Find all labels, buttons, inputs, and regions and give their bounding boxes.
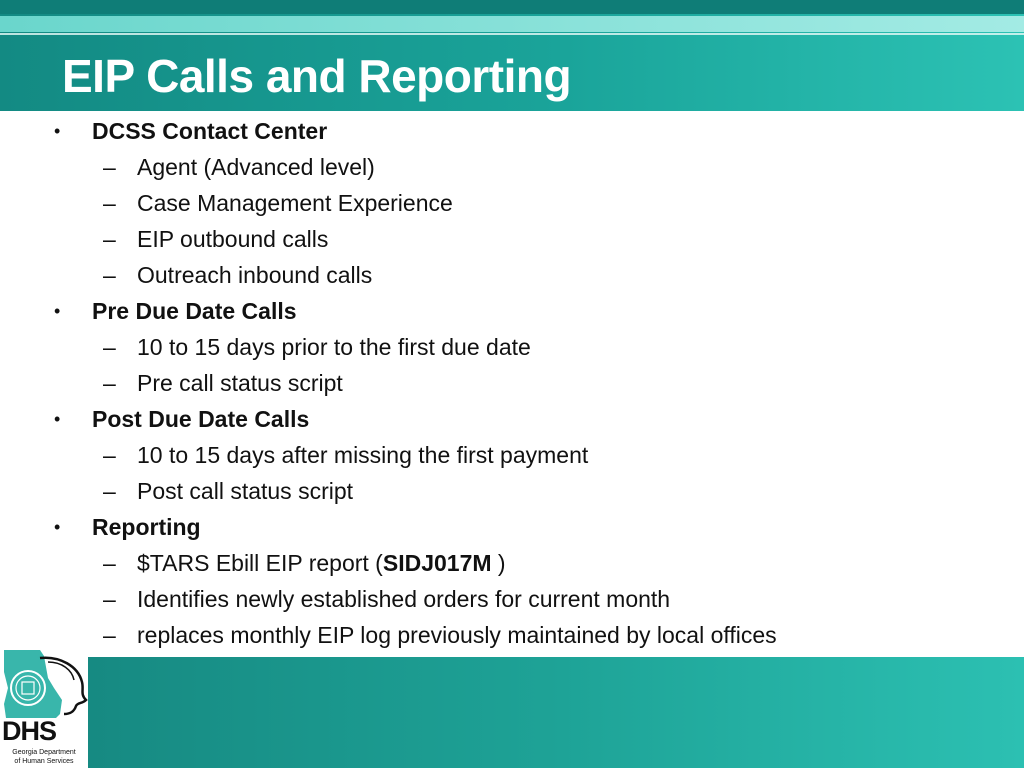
bullet-text: DCSS Contact Center <box>92 118 328 144</box>
sub-bullet-text: Post call status script <box>137 478 354 504</box>
sub-bullet-text: Pre call status script <box>137 370 343 396</box>
dash-marker: – <box>103 370 116 396</box>
report-prefix: $TARS Ebill EIP report ( <box>137 550 383 576</box>
dash-marker: – <box>103 226 116 252</box>
sub-bullet-text: Case Management Experience <box>137 190 453 216</box>
header-stripe-dark <box>0 0 1024 14</box>
dash-marker: – <box>103 154 116 180</box>
dash-marker: – <box>103 550 116 576</box>
logo-org-line1: Georgia Department <box>12 749 76 756</box>
report-code: SIDJ017M <box>382 550 492 576</box>
dash-marker: – <box>103 586 116 612</box>
bullet-marker: • <box>54 121 61 141</box>
report-suffix: ) <box>491 550 506 576</box>
sub-bullet-text: 10 to 15 days after missing the first payment <box>137 442 589 468</box>
bullet-marker: • <box>54 301 61 321</box>
sub-bullet-text: Agent (Advanced level) <box>137 154 375 180</box>
sub-bullet-text-report <box>137 545 506 581</box>
dash-marker: – <box>103 622 116 648</box>
bullet-text: Post Due Date Calls <box>92 406 310 432</box>
header-stripe-light <box>0 16 1024 32</box>
bullet-marker: • <box>54 517 61 537</box>
sub-bullet-text: replaces monthly EIP log previously maintained by local offices <box>137 622 777 648</box>
footer-band <box>0 657 1024 768</box>
slide-title: EIP Calls and Reporting <box>62 50 572 102</box>
sub-bullet-text: 10 to 15 days prior to the first due date <box>137 334 531 360</box>
dash-marker: – <box>103 442 116 468</box>
dash-marker: – <box>103 190 116 216</box>
logo-acronym: DHS <box>2 716 57 746</box>
sub-bullet-text: Identifies newly established orders for current month <box>137 586 671 612</box>
sub-bullet-text: EIP outbound calls <box>137 226 329 252</box>
sub-bullet-text: Outreach inbound calls <box>137 262 373 288</box>
dash-marker: – <box>103 478 116 504</box>
bullet-text: Pre Due Date Calls <box>92 298 297 324</box>
dash-marker: – <box>103 334 116 360</box>
header-stripe-thin <box>0 33 1024 35</box>
dash-marker: – <box>103 262 116 288</box>
header-band <box>0 0 1024 111</box>
logo-org-line2: of Human Services <box>14 758 74 765</box>
bullet-text: Reporting <box>92 514 201 540</box>
logo-org-name <box>2 748 86 766</box>
bullet-marker: • <box>54 409 61 429</box>
